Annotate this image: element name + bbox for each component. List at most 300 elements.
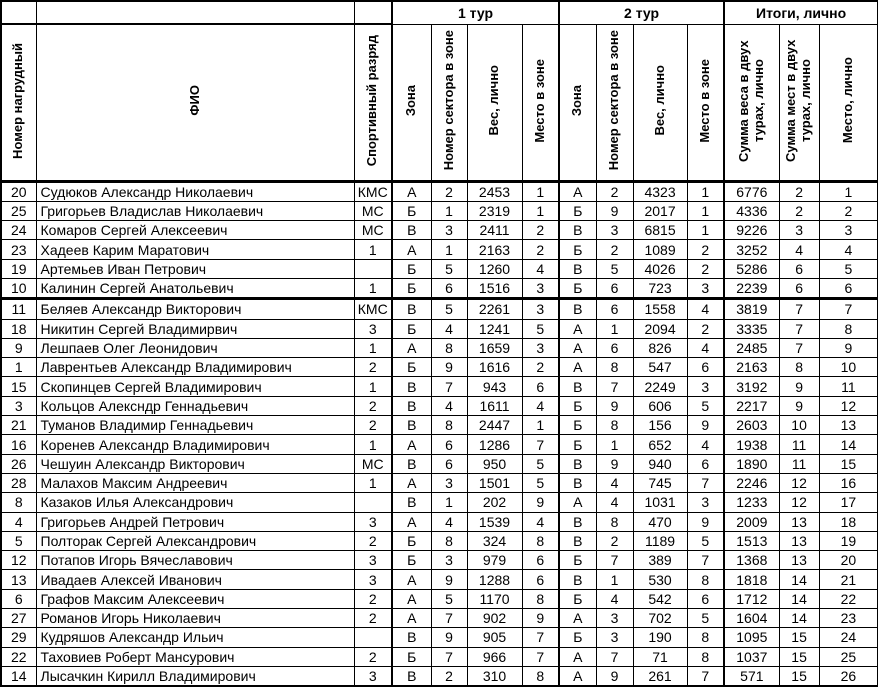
cell-sector-t1: 7 xyxy=(431,647,467,666)
col-header-rank-label: Спортивный разряд xyxy=(364,35,380,167)
cell-zone-t1: В xyxy=(392,454,431,473)
cell-placefinal: 17 xyxy=(819,493,878,512)
cell-placezone-t1: 6 xyxy=(522,570,559,589)
cell-sector-t1: 9 xyxy=(431,358,467,377)
cell-bib: 8 xyxy=(1,493,36,512)
cell-placefinal: 8 xyxy=(819,319,878,338)
cell-sector-t2: 3 xyxy=(596,609,633,628)
cell-sector-t1: 3 xyxy=(431,221,467,240)
cell-sumplaces: 12 xyxy=(779,473,819,492)
cell-zone-t1: А xyxy=(392,609,431,628)
cell-placefinal: 10 xyxy=(819,358,878,377)
cell-sumplaces: 9 xyxy=(779,396,819,415)
cell-weight-t1: 950 xyxy=(467,454,522,473)
cell-placezone-t2: 8 xyxy=(687,628,724,647)
cell-name: Судюков Александр Николаевич xyxy=(36,181,354,201)
cell-rank: 1 xyxy=(354,240,392,259)
header-spacer xyxy=(36,1,354,24)
cell-placezone-t2: 1 xyxy=(687,181,724,201)
cell-rank: 1 xyxy=(354,473,392,492)
cell-sector-t2: 8 xyxy=(596,416,633,435)
cell-placezone-t1: 8 xyxy=(522,666,559,686)
cell-placezone-t1: 5 xyxy=(522,319,559,338)
cell-sumplaces: 11 xyxy=(779,454,819,473)
cell-bib: 11 xyxy=(1,299,36,319)
cell-bib: 9 xyxy=(1,338,36,357)
cell-sumplaces: 2 xyxy=(779,181,819,201)
cell-sumplaces: 11 xyxy=(779,435,819,454)
cell-rank: МС xyxy=(354,221,392,240)
cell-rank: МС xyxy=(354,454,392,473)
cell-placezone-t1: 1 xyxy=(522,181,559,201)
cell-weight-t2: 6815 xyxy=(633,221,687,240)
cell-sector-t2: 8 xyxy=(596,512,633,531)
cell-zone-t1: В xyxy=(392,666,431,686)
cell-name: Григорьев Владислав Николаевич xyxy=(36,201,354,220)
cell-placezone-t2: 9 xyxy=(687,512,724,531)
cell-placezone-t2: 7 xyxy=(687,473,724,492)
table-row xyxy=(1,358,878,377)
cell-placefinal: 3 xyxy=(819,221,878,240)
cell-placefinal: 2 xyxy=(819,201,878,220)
cell-weight-t2: 723 xyxy=(633,278,687,298)
cell-sector-t2: 3 xyxy=(596,628,633,647)
cell-sumweight: 1513 xyxy=(724,531,779,550)
cell-weight-t2: 1031 xyxy=(633,493,687,512)
col-header-placezone-t1 xyxy=(522,24,559,181)
cell-placezone-t2: 2 xyxy=(687,240,724,259)
cell-sumplaces: 13 xyxy=(779,512,819,531)
table-row xyxy=(1,647,878,666)
cell-zone-t2: А xyxy=(559,181,596,201)
col-header-sector-t1-label: Номер сектора в зоне xyxy=(440,30,456,171)
table-row xyxy=(1,240,878,259)
cell-name: Комаров Сергей Алексеевич xyxy=(36,221,354,240)
cell-placezone-t2: 5 xyxy=(687,531,724,550)
cell-placezone-t2: 7 xyxy=(687,551,724,570)
cell-sumplaces: 14 xyxy=(779,589,819,608)
cell-sector-t1: 3 xyxy=(431,551,467,570)
cell-sumweight: 2603 xyxy=(724,416,779,435)
table-row xyxy=(1,259,878,278)
col-header-name-label: ФИО xyxy=(186,85,202,117)
cell-sumplaces: 7 xyxy=(779,338,819,357)
cell-name: Скопинцев Сергей Владимирович xyxy=(36,377,354,396)
cell-weight-t1: 1659 xyxy=(467,338,522,357)
cell-weight-t1: 2411 xyxy=(467,221,522,240)
group-header-tour2: 2 тур xyxy=(559,1,724,24)
cell-placezone-t1: 3 xyxy=(522,299,559,319)
cell-sector-t1: 6 xyxy=(431,278,467,298)
cell-placefinal: 6 xyxy=(819,278,878,298)
cell-zone-t2: Б xyxy=(559,416,596,435)
cell-zone-t2: А xyxy=(559,647,596,666)
cell-zone-t2: В xyxy=(559,221,596,240)
table-row xyxy=(1,319,878,338)
cell-sector-t1: 8 xyxy=(431,531,467,550)
col-header-sector-t2-label: Номер сектора в зоне xyxy=(606,30,622,171)
cell-zone-t1: Б xyxy=(392,278,431,298)
cell-sector-t2: 4 xyxy=(596,493,633,512)
cell-sector-t2: 7 xyxy=(596,551,633,570)
cell-placezone-t1: 3 xyxy=(522,338,559,357)
cell-placezone-t1: 3 xyxy=(522,278,559,298)
cell-placezone-t1: 7 xyxy=(522,628,559,647)
cell-placezone-t1: 4 xyxy=(522,396,559,415)
cell-zone-t2: В xyxy=(559,377,596,396)
table-row xyxy=(1,201,878,220)
cell-zone-t1: В xyxy=(392,299,431,319)
col-header-rank xyxy=(354,24,392,181)
cell-weight-t2: 261 xyxy=(633,666,687,686)
cell-sector-t1: 1 xyxy=(431,493,467,512)
cell-placefinal: 21 xyxy=(819,570,878,589)
cell-sumplaces: 15 xyxy=(779,647,819,666)
cell-placezone-t2: 4 xyxy=(687,435,724,454)
cell-name: Кудряшов Александр Ильич xyxy=(36,628,354,647)
cell-zone-t2: Б xyxy=(559,201,596,220)
cell-zone-t1: Б xyxy=(392,201,431,220)
col-header-sumweight-label: Сумма веса в двух турах, лично xyxy=(735,39,766,162)
cell-zone-t1: В xyxy=(392,377,431,396)
cell-rank: 3 xyxy=(354,570,392,589)
table-row xyxy=(1,416,878,435)
cell-zone-t1: А xyxy=(392,338,431,357)
cell-placezone-t2: 8 xyxy=(687,570,724,589)
cell-placefinal: 22 xyxy=(819,589,878,608)
cell-sector-t1: 8 xyxy=(431,416,467,435)
table-row xyxy=(1,531,878,550)
cell-placezone-t1: 1 xyxy=(522,201,559,220)
cell-rank: 2 xyxy=(354,416,392,435)
cell-zone-t2: В xyxy=(559,512,596,531)
cell-zone-t2: Б xyxy=(559,628,596,647)
cell-sector-t1: 9 xyxy=(431,570,467,589)
cell-name: Графов Максим Алексеевич xyxy=(36,589,354,608)
header-spacer xyxy=(1,1,36,24)
col-header-placefinal xyxy=(819,24,878,181)
cell-placezone-t2: 5 xyxy=(687,396,724,415)
cell-bib: 25 xyxy=(1,201,36,220)
cell-rank: 2 xyxy=(354,358,392,377)
header-spacer xyxy=(354,1,392,24)
col-header-placezone-t2-label: Место в зоне xyxy=(696,58,712,143)
cell-sector-t2: 1 xyxy=(596,570,633,589)
col-header-zone-t1 xyxy=(392,24,431,181)
cell-rank: 2 xyxy=(354,609,392,628)
cell-sector-t2: 2 xyxy=(596,531,633,550)
cell-rank xyxy=(354,259,392,278)
cell-placezone-t2: 3 xyxy=(687,278,724,298)
cell-sector-t2: 9 xyxy=(596,201,633,220)
cell-rank: 3 xyxy=(354,512,392,531)
cell-zone-t1: Б xyxy=(392,358,431,377)
table-row xyxy=(1,628,878,647)
cell-sector-t1: 2 xyxy=(431,666,467,686)
cell-zone-t2: В xyxy=(559,299,596,319)
cell-sumweight: 1368 xyxy=(724,551,779,570)
cell-weight-t2: 71 xyxy=(633,647,687,666)
cell-placefinal: 23 xyxy=(819,609,878,628)
cell-sumweight: 1818 xyxy=(724,570,779,589)
cell-sumweight: 1233 xyxy=(724,493,779,512)
col-header-placefinal-label: Место, лично xyxy=(839,57,855,144)
cell-zone-t2: Б xyxy=(559,589,596,608)
col-header-weight-t2 xyxy=(633,24,687,181)
cell-zone-t1: Б xyxy=(392,319,431,338)
cell-zone-t1: В xyxy=(392,628,431,647)
cell-sector-t2: 1 xyxy=(596,435,633,454)
table-row xyxy=(1,609,878,628)
cell-placefinal: 25 xyxy=(819,647,878,666)
cell-sumplaces: 15 xyxy=(779,628,819,647)
col-header-sector-t2 xyxy=(596,24,633,181)
cell-weight-t2: 652 xyxy=(633,435,687,454)
cell-sumplaces: 9 xyxy=(779,377,819,396)
cell-zone-t1: В xyxy=(392,221,431,240)
cell-weight-t2: 547 xyxy=(633,358,687,377)
cell-zone-t1: А xyxy=(392,589,431,608)
cell-weight-t2: 190 xyxy=(633,628,687,647)
cell-placefinal: 20 xyxy=(819,551,878,570)
cell-placefinal: 7 xyxy=(819,299,878,319)
cell-sumweight: 1712 xyxy=(724,589,779,608)
cell-placezone-t1: 2 xyxy=(522,221,559,240)
cell-weight-t2: 2094 xyxy=(633,319,687,338)
cell-sumweight: 1604 xyxy=(724,609,779,628)
cell-sumweight: 2246 xyxy=(724,473,779,492)
cell-sumweight: 5286 xyxy=(724,259,779,278)
cell-zone-t1: Б xyxy=(392,259,431,278)
cell-sector-t2: 6 xyxy=(596,299,633,319)
cell-zone-t2: А xyxy=(559,358,596,377)
cell-placezone-t2: 3 xyxy=(687,493,724,512)
cell-sector-t1: 7 xyxy=(431,609,467,628)
cell-sumplaces: 8 xyxy=(779,358,819,377)
cell-sumweight: 2217 xyxy=(724,396,779,415)
cell-zone-t1: А xyxy=(392,435,431,454)
cell-bib: 5 xyxy=(1,531,36,550)
cell-sumplaces: 14 xyxy=(779,609,819,628)
cell-weight-t1: 310 xyxy=(467,666,522,686)
cell-weight-t1: 2319 xyxy=(467,201,522,220)
col-header-zone-t1-label: Зона xyxy=(403,84,419,117)
cell-zone-t1: А xyxy=(392,570,431,589)
cell-zone-t2: А xyxy=(559,319,596,338)
cell-sector-t2: 2 xyxy=(596,240,633,259)
cell-sector-t1: 4 xyxy=(431,512,467,531)
cell-sector-t2: 8 xyxy=(596,358,633,377)
cell-sumweight: 571 xyxy=(724,666,779,686)
cell-zone-t2: В xyxy=(559,531,596,550)
table-row xyxy=(1,396,878,415)
cell-sumweight: 2163 xyxy=(724,358,779,377)
cell-name: Малахов Максим Андреевич xyxy=(36,473,354,492)
cell-zone-t1: Б xyxy=(392,647,431,666)
cell-weight-t1: 2453 xyxy=(467,181,522,201)
cell-sumplaces: 4 xyxy=(779,240,819,259)
cell-weight-t1: 1286 xyxy=(467,435,522,454)
cell-bib: 28 xyxy=(1,473,36,492)
cell-weight-t2: 2017 xyxy=(633,201,687,220)
col-header-placezone-t2 xyxy=(687,24,724,181)
cell-placefinal: 11 xyxy=(819,377,878,396)
cell-bib: 21 xyxy=(1,416,36,435)
cell-bib: 22 xyxy=(1,647,36,666)
cell-placezone-t2: 4 xyxy=(687,299,724,319)
cell-weight-t1: 1170 xyxy=(467,589,522,608)
cell-placefinal: 4 xyxy=(819,240,878,259)
cell-placezone-t2: 1 xyxy=(687,201,724,220)
cell-bib: 19 xyxy=(1,259,36,278)
cell-sector-t2: 2 xyxy=(596,181,633,201)
cell-rank: КМС xyxy=(354,181,392,201)
table-row xyxy=(1,570,878,589)
cell-placezone-t1: 2 xyxy=(522,240,559,259)
cell-name: Таховиев Роберт Мансурович xyxy=(36,647,354,666)
cell-rank: 2 xyxy=(354,531,392,550)
cell-rank: 1 xyxy=(354,278,392,298)
cell-weight-t1: 1241 xyxy=(467,319,522,338)
cell-bib: 6 xyxy=(1,589,36,608)
cell-name: Полторак Сергей Александрович xyxy=(36,531,354,550)
cell-sector-t1: 2 xyxy=(431,181,467,201)
col-header-zone-t2 xyxy=(559,24,596,181)
cell-zone-t2: Б xyxy=(559,435,596,454)
cell-sector-t1: 4 xyxy=(431,396,467,415)
table-row xyxy=(1,454,878,473)
col-header-weight-t1-label: Вес, лично xyxy=(486,65,502,136)
cell-sumweight: 9226 xyxy=(724,221,779,240)
cell-name: Григорьев Андрей Петрович xyxy=(36,512,354,531)
cell-placezone-t2: 3 xyxy=(687,377,724,396)
cell-zone-t2: В xyxy=(559,454,596,473)
cell-rank: 3 xyxy=(354,319,392,338)
cell-zone-t2: А xyxy=(559,338,596,357)
cell-placezone-t1: 6 xyxy=(522,551,559,570)
cell-zone-t1: В xyxy=(392,493,431,512)
cell-sumweight: 6776 xyxy=(724,181,779,201)
cell-bib: 4 xyxy=(1,512,36,531)
cell-weight-t2: 2249 xyxy=(633,377,687,396)
cell-rank: 1 xyxy=(354,377,392,396)
cell-weight-t1: 1260 xyxy=(467,259,522,278)
cell-placefinal: 5 xyxy=(819,259,878,278)
cell-bib: 23 xyxy=(1,240,36,259)
cell-placefinal: 15 xyxy=(819,454,878,473)
cell-placefinal: 18 xyxy=(819,512,878,531)
col-header-bib xyxy=(1,24,36,181)
cell-sumplaces: 7 xyxy=(779,319,819,338)
group-header-totals: Итоги, лично xyxy=(724,1,878,24)
cell-placezone-t1: 8 xyxy=(522,589,559,608)
cell-sector-t2: 6 xyxy=(596,338,633,357)
col-header-weight-t2-label: Вес, лично xyxy=(651,65,667,136)
cell-sector-t2: 9 xyxy=(596,666,633,686)
cell-zone-t2: Б xyxy=(559,278,596,298)
cell-name: Хадеев Карим Маратович xyxy=(36,240,354,259)
cell-sumplaces: 7 xyxy=(779,299,819,319)
cell-placezone-t1: 8 xyxy=(522,531,559,550)
cell-weight-t1: 324 xyxy=(467,531,522,550)
cell-sector-t1: 5 xyxy=(431,589,467,608)
cell-sumweight: 1938 xyxy=(724,435,779,454)
cell-rank: 1 xyxy=(354,435,392,454)
cell-weight-t2: 1189 xyxy=(633,531,687,550)
cell-weight-t2: 470 xyxy=(633,512,687,531)
cell-sector-t2: 5 xyxy=(596,259,633,278)
cell-placezone-t2: 9 xyxy=(687,416,724,435)
cell-name: Романов Игорь Николаевич xyxy=(36,609,354,628)
cell-rank: 2 xyxy=(354,647,392,666)
cell-sector-t2: 1 xyxy=(596,319,633,338)
col-header-placezone-t1-label: Место в зоне xyxy=(531,58,547,143)
cell-name: Чешуин Александр Викторович xyxy=(36,454,354,473)
cell-bib: 12 xyxy=(1,551,36,570)
cell-placefinal: 1 xyxy=(819,181,878,201)
cell-weight-t1: 1516 xyxy=(467,278,522,298)
group-header-row xyxy=(1,1,878,24)
col-header-zone-t2-label: Зона xyxy=(569,84,585,117)
cell-weight-t2: 702 xyxy=(633,609,687,628)
table-row xyxy=(1,278,878,298)
cell-sector-t1: 3 xyxy=(431,473,467,492)
cell-rank xyxy=(354,493,392,512)
cell-weight-t2: 4323 xyxy=(633,181,687,201)
cell-sector-t1: 5 xyxy=(431,259,467,278)
cell-placezone-t2: 1 xyxy=(687,221,724,240)
cell-placezone-t1: 2 xyxy=(522,358,559,377)
cell-sector-t2: 6 xyxy=(596,278,633,298)
cell-weight-t2: 826 xyxy=(633,338,687,357)
cell-sumweight: 3335 xyxy=(724,319,779,338)
cell-name: Лысачкин Кирилл Владимирович xyxy=(36,666,354,686)
cell-placefinal: 9 xyxy=(819,338,878,357)
cell-sumplaces: 15 xyxy=(779,666,819,686)
cell-weight-t1: 905 xyxy=(467,628,522,647)
cell-name: Артемьев Иван Петрович xyxy=(36,259,354,278)
cell-placezone-t1: 7 xyxy=(522,647,559,666)
cell-sector-t1: 6 xyxy=(431,435,467,454)
cell-name: Ивадаев Алексей Иванович xyxy=(36,570,354,589)
cell-zone-t2: В xyxy=(559,473,596,492)
cell-weight-t2: 1558 xyxy=(633,299,687,319)
cell-weight-t1: 1611 xyxy=(467,396,522,415)
cell-placezone-t2: 6 xyxy=(687,589,724,608)
cell-zone-t1: В xyxy=(392,416,431,435)
cell-sumweight: 3252 xyxy=(724,240,779,259)
cell-zone-t1: Б xyxy=(392,551,431,570)
cell-weight-t2: 606 xyxy=(633,396,687,415)
cell-weight-t1: 966 xyxy=(467,647,522,666)
cell-sector-t1: 1 xyxy=(431,201,467,220)
cell-placezone-t1: 6 xyxy=(522,377,559,396)
table-row xyxy=(1,435,878,454)
cell-name: Казаков Илья Александрович xyxy=(36,493,354,512)
table-row xyxy=(1,666,878,686)
cell-sumplaces: 3 xyxy=(779,221,819,240)
cell-placezone-t2: 2 xyxy=(687,319,724,338)
cell-name: Туманов Владимир Геннадьевич xyxy=(36,416,354,435)
cell-placefinal: 13 xyxy=(819,416,878,435)
cell-bib: 15 xyxy=(1,377,36,396)
cell-bib: 29 xyxy=(1,628,36,647)
col-header-sector-t1 xyxy=(431,24,467,181)
cell-weight-t2: 940 xyxy=(633,454,687,473)
cell-bib: 26 xyxy=(1,454,36,473)
cell-zone-t1: А xyxy=(392,512,431,531)
cell-bib: 14 xyxy=(1,666,36,686)
